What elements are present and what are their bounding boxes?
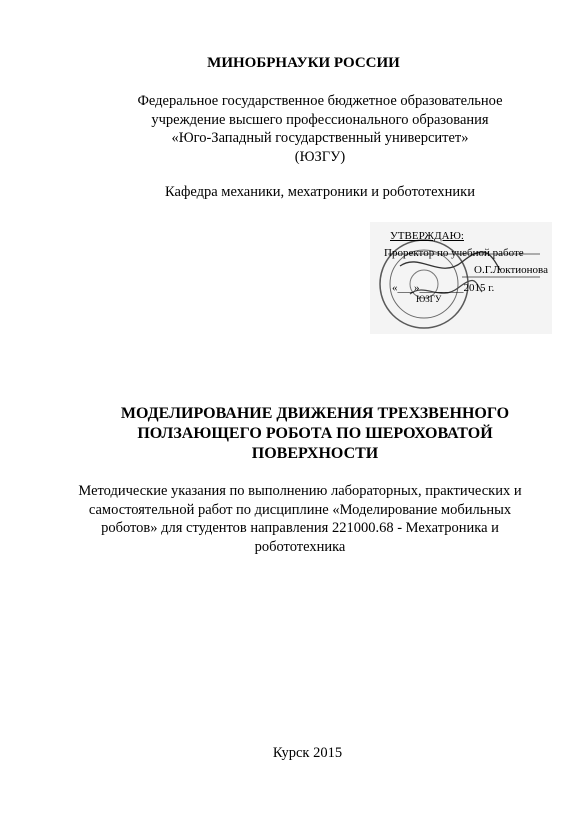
title-line: ПОЛЗАЮЩЕГО РОБОТА ПО ШЕРОХОВАТОЙ [137,425,493,442]
title-line: МОДЕЛИРОВАНИЕ ДВИЖЕНИЯ ТРЕХЗВЕННОГО [120,405,510,422]
approval-name: О.Г.Локтионова [474,264,548,276]
ministry-heading: МИНОБРНАУКИ РОССИИ [207,55,400,71]
document-description [40,482,560,556]
university-abbr: (ЮЗГУ) [294,148,346,165]
approval-stamp-block [370,222,552,334]
approval-position: Проректор по учебной работе [384,247,524,259]
city-year: Курск 2015 [272,745,343,761]
approval-date: «___»________2015 г. [392,282,495,294]
university-line: «Юго-Западный государственный университет» [171,130,469,146]
university-block [90,92,550,166]
description-line: Методические указания по выполнению лабораторных, практических и [78,483,522,499]
document-title [80,404,550,464]
university-line: учреждение высшего профессионального образования [151,111,489,128]
approval-heading: УТВЕРЖДАЮ: [390,230,464,242]
department-name: Кафедра механики, мехатроники и робототехники [165,184,475,200]
description-line: робототехника [254,538,346,555]
stamp-text: ЮЗГУ [416,294,442,304]
title-line: ПОВЕРХНОСТИ [251,445,379,462]
description-line: самостоятельной работ по дисциплине «Моделирование мобильных [88,501,512,518]
university-line: Федеральное государственное бюджетное образовательное [137,93,503,109]
description-line: роботов» для студентов направления 221000.68 - Мехатроника и [101,520,499,536]
